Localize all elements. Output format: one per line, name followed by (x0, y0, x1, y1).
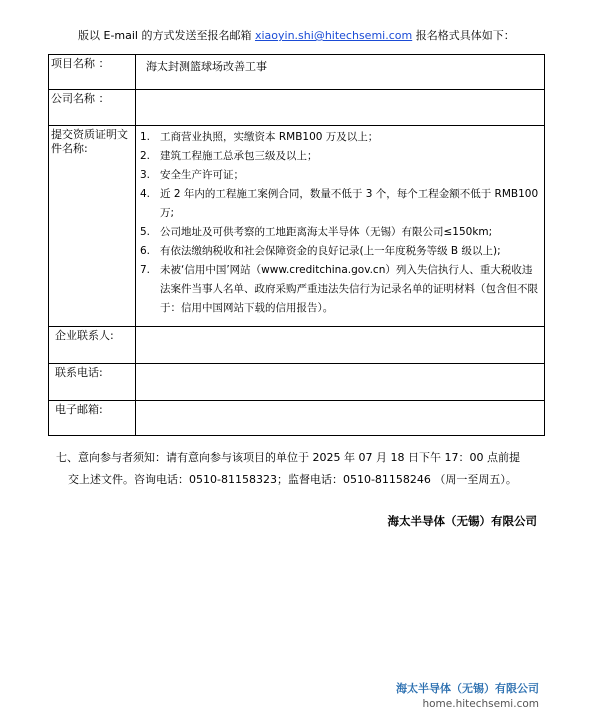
requirement-text: 工商营业执照，实缴资本 RMB100 万及以上； (160, 131, 379, 143)
requirements-list (140, 128, 544, 318)
requirement-item (140, 147, 544, 166)
notice-line-1: 七、意向参与者须知：请有意向参与该项目的单位于 2025 年 07 月 18 日下午 17：00 点前提 (56, 451, 520, 464)
registration-form-table (48, 54, 545, 436)
phone-row (49, 364, 545, 401)
requirement-number: 1. (140, 131, 151, 143)
phone-field[interactable] (136, 364, 545, 401)
documents-label: 提交资质证明文件名称: (49, 126, 136, 327)
documents-row (49, 126, 545, 327)
company-name-label: 公司名称 ： (49, 90, 136, 126)
intro-text-after: 报名格式具体如下： (412, 29, 515, 42)
project-name-cell (136, 55, 545, 90)
requirement-text: 公司地址及可供考察的工地距离海太半导体（无锡）有限公司≤150km; (160, 226, 493, 238)
notice-line-2: 交上述文件。咨询电话：0510-81158323；监督电话：0510-81158246 （周一至周五）。 (68, 473, 517, 486)
registration-email-link[interactable]: xiaoyin.shi@hitechsemi.com (254, 29, 413, 42)
intro-text-before: 版以 E-mail 的方式发送至报名邮箱 (78, 29, 255, 42)
email-label: 电子邮箱: (49, 401, 136, 436)
requirement-text: 未被‘信用中国’网站（www.creditchina.gov.cn）列入失信执行人、重大税收违法案件当事人名单、政府采购严重违法失信行为记录名单的证明材料（包含但不限于：信用中国网站下载的信用报告）。 (160, 264, 538, 314)
requirement-text: 有依法缴纳税收和社会保障资金的良好记录(上一年度税务等级 B 级以上); (160, 245, 501, 257)
requirement-item (140, 223, 544, 242)
requirement-item (140, 128, 544, 147)
company-name-field[interactable] (136, 90, 545, 126)
requirement-number: 7. (140, 264, 151, 276)
requirement-item (140, 185, 544, 223)
email-row (49, 401, 545, 436)
company-row (49, 90, 545, 126)
requirement-text: 近 2 年内的工程施工案例合同，数量不低于 3 个，每个工程金额不低于 RMB100 万; (160, 188, 539, 219)
requirement-item (140, 166, 544, 185)
company-signature: 海太半导体（无锡）有限公司 (387, 514, 537, 528)
project-row (49, 55, 545, 90)
requirement-text: 建筑工程施工总承包三级及以上； (160, 150, 318, 162)
requirement-number: 3. (140, 169, 151, 181)
contact-person-label: 企业联系人: (49, 327, 136, 364)
requirement-number: 6. (140, 245, 151, 257)
footer-brand: 海太半导体（无锡）有限公司 (396, 682, 539, 695)
project-name-value: 海太封测篮球场改善工事 (146, 60, 267, 73)
phone-label: 联系电话: (49, 364, 136, 401)
requirement-item (140, 242, 544, 261)
email-field[interactable] (136, 401, 545, 436)
footer-url[interactable]: home.hitechsemi.com (422, 698, 539, 710)
contact-row (49, 327, 545, 364)
documents-cell (136, 126, 545, 327)
project-name-label: 项目名称 ： (49, 55, 136, 90)
requirement-number: 4. (140, 188, 151, 200)
requirement-number: 2. (140, 150, 151, 162)
requirement-item (140, 261, 544, 318)
contact-person-field[interactable] (136, 327, 545, 364)
requirement-number: 5. (140, 226, 151, 238)
requirement-text: 安全生产许可证； (160, 169, 244, 181)
intro-line (78, 27, 515, 43)
participant-notice (56, 447, 542, 491)
